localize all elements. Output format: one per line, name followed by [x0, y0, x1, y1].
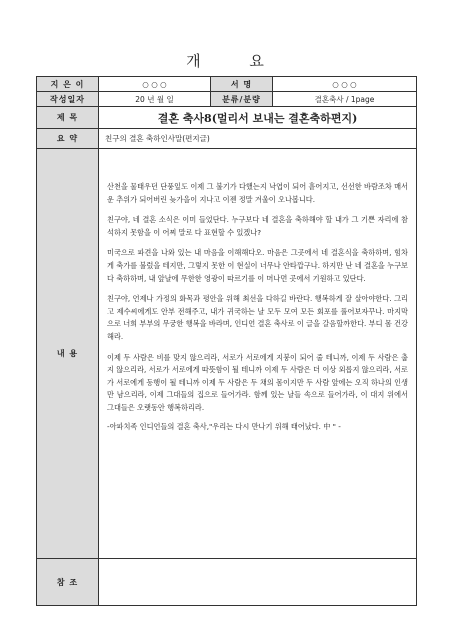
subject-value[interactable]: 결혼 축사8(멀리서 보내는 결혼축하편지)	[99, 107, 417, 129]
content-paragraph: 친구야, 네 결혼 소식은 이미 들었단다. 누구보다 네 결혼을 축하해야 할 내가 그 기쁜 자리에 참석하지 못함을 이 어찌 말로 다 표현할 수 있겠나?	[107, 215, 408, 237]
subject-label: 제 목	[37, 107, 99, 129]
summary-label: 요 약	[37, 129, 99, 149]
content-row	[37, 149, 417, 559]
content-paragraph: 산천을 물태우던 단풍잎도 이제 그 불기가 다했는지 낙엽이 되어 흩어지고, 선선한 바람조차 매서운 추위가 되어버린 늦가을이 지나고 이젠 정말 겨울이 오나봅니다.	[107, 182, 408, 204]
document-title: 개 요	[186, 52, 286, 70]
date-label: 작성일자	[37, 92, 99, 107]
subject-row	[37, 107, 417, 129]
summary-value[interactable]: 친구의 결혼 축하인사말(편지글)	[99, 129, 417, 149]
reference-row	[37, 559, 417, 606]
signature-label: 서 명	[211, 77, 273, 92]
author-label: 지 은 이	[37, 77, 99, 92]
content-label: 내 용	[37, 149, 99, 559]
reference-label: 참 조	[37, 559, 99, 606]
author-value[interactable]: ○ ○ ○	[99, 77, 211, 92]
content-paragraph: 친구야, 언제나 가정의 화목과 평안을 위해 최선을 다하길 바란다. 행복하게 잘 살아야한다. 그리고 제수씨에게도 안부 전해주고, 내가 귀국하는 날 모두 모여 모든 회포를 풀어보자꾸나. 마지막으로 너희 부부의 무궁한 행복을 바라며, 인디언 결혼 축사로 이 글을 갈음할까한다. 부디 몸 건강해라.	[107, 294, 408, 341]
author-row	[37, 77, 417, 92]
category-label: 분류/분량	[211, 92, 273, 107]
summary-row	[37, 129, 417, 149]
content-quote: -아파치족 인디언들의 결혼 축사,"우리는 다시 만나기 위해 태어났다. 中 " -	[107, 421, 341, 431]
overview-table	[36, 76, 417, 606]
content-cell[interactable]	[99, 149, 417, 559]
content-body	[99, 149, 416, 433]
signature-value[interactable]: ○ ○ ○	[273, 77, 417, 92]
content-paragraph: 미국으로 파견을 나와 있는 내 마음을 이해해다오. 마음은 그곳에서 네 결혼식을 축하하며, 힘차게 축가를 불렀을 테지만, 그렇지 못한 이 현실이 너무나 안타깝구나. 하지만 난 네 결혼을 누구보다 축하하며, 내 앞날에 무한한 영광이 따르기를 이 머나먼 곳에서 기원하고 있단다.	[107, 248, 408, 283]
content-paragraph: 이제 두 사람은 비를 맞지 않으리라, 서로가 서로에게 지붕이 되어 줄 테니까, 이제 두 사람은 춥지 않으리라, 서로가 서로에게 따뜻함이 될 테니까 이제 두 사람은 더 이상 외롭지 않으리라, 서로가 서로에게 동행이 될 테니까 이제 두 사람은 두 채의 몸이지만 두 사람 앞에는 오직 하나의 인생만 남으리라, 이제 그대들의 집으로 들어가라. 함께 있는 날들 속으로 들어가라, 이 대지 위에서 그대들은 오랫동안 행복하리라.	[107, 352, 408, 412]
category-value[interactable]: 결혼축사 / 1page	[273, 92, 417, 107]
date-row	[37, 92, 417, 107]
reference-value[interactable]	[99, 559, 417, 606]
date-value[interactable]: 20 년 월 일	[99, 92, 211, 107]
